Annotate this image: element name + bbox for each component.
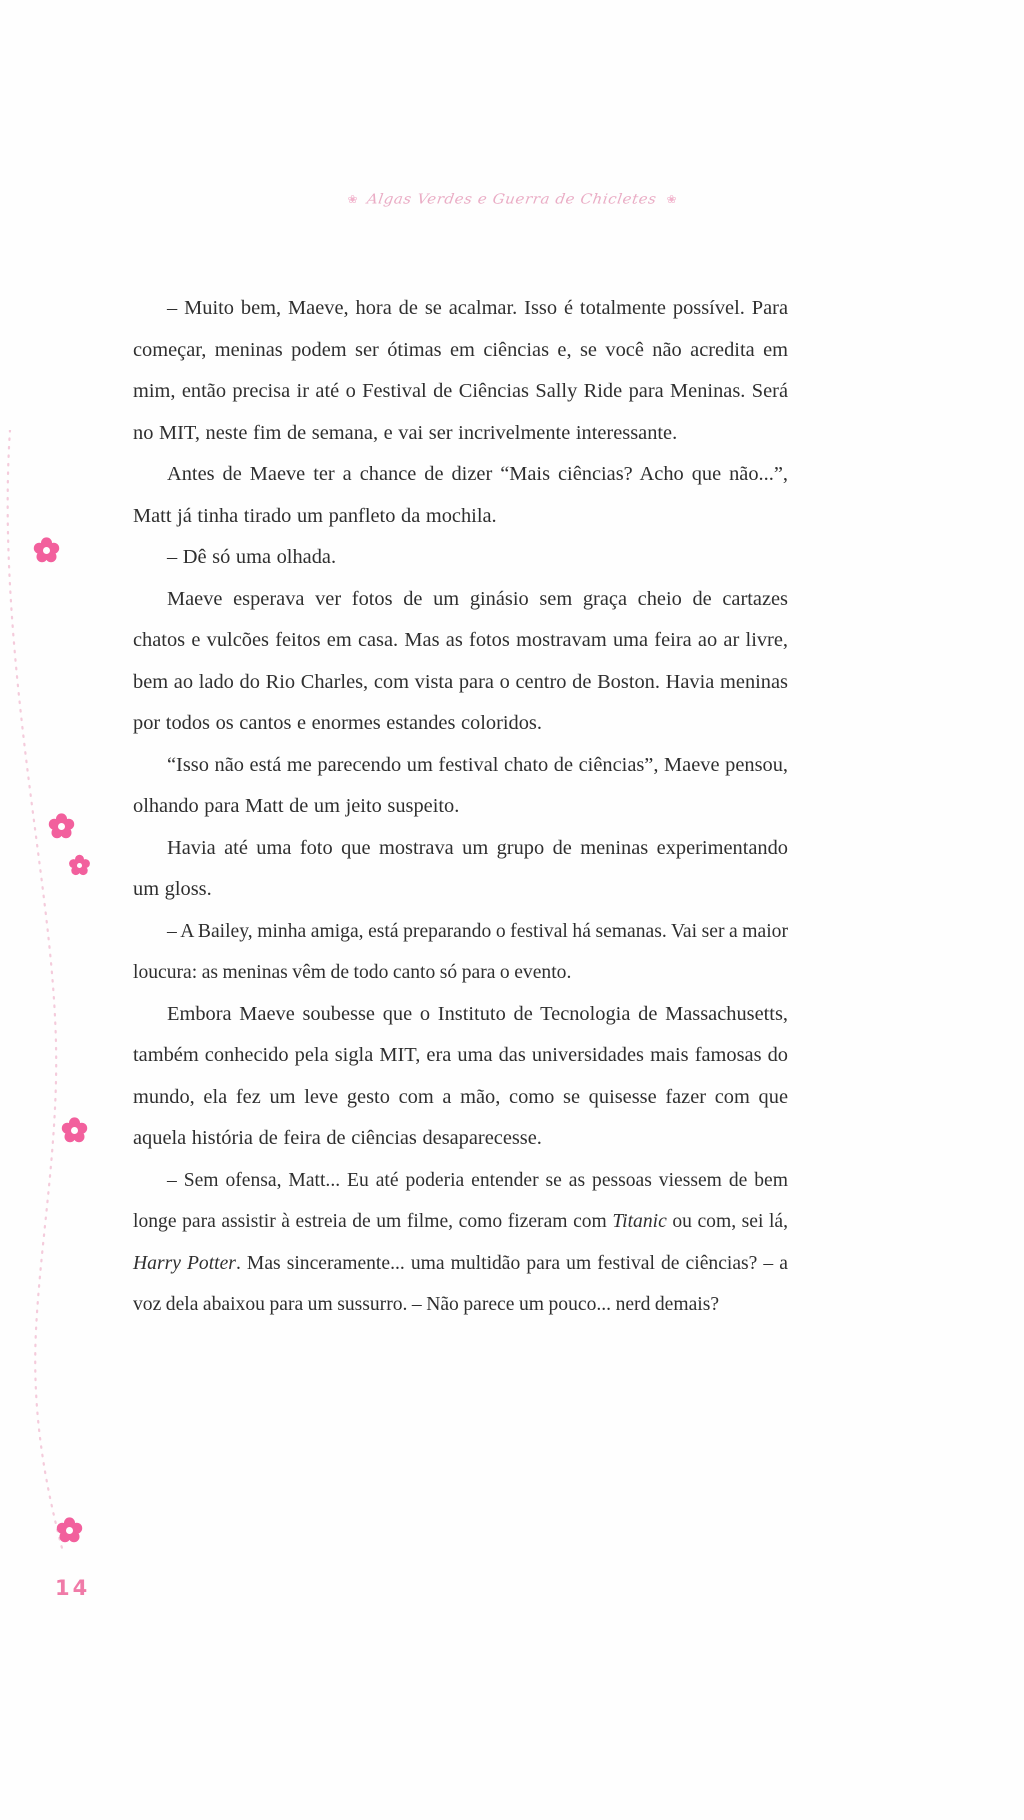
paragraph-7: – A Bailey, minha amiga, está preparando o festival há semanas. Vai ser a maior loucura: as meninas vêm de todo canto só para o evento. [133, 920, 788, 983]
paragraph-6: Havia até uma foto que mostrava um grupo de meninas experimentando um gloss. [133, 836, 788, 900]
running-head-title: Algas Verdes e Guerra de Chicletes [366, 190, 658, 208]
body-text-block [133, 288, 788, 1326]
margin-vine-decoration [0, 430, 120, 1550]
paragraph-2: Antes de Maeve ter a chance de dizer “Mais ciências? Acho que não...”, Matt já tinha tirado um panfleto da mochila. [133, 463, 788, 527]
flower-ornament-icon-right: ❀ [666, 193, 677, 206]
flower-ornament-1 [33, 537, 59, 563]
paragraph-9-part-1: – Sem ofensa, Matt... Eu até poderia entender se as pessoas viessem de bem longe para assistir à estreia de um filme, como fizeram com [133, 1169, 788, 1232]
paragraph-8: Embora Maeve soubesse que o Instituto de Tecnologia de Massachusetts, também conhecido pela sigla MIT, era uma das universidades mais famosas do mundo, ela fez um leve gesto com a mão, como se quisesse fazer com que aquela história de feira de ciências desaparecesse. [133, 1002, 788, 1149]
paragraph-4: Maeve esperava ver fotos de um ginásio sem graça cheio de cartazes chatos e vulcões feitos em casa. Mas as fotos mostravam uma feira ao ar livre, bem ao lado do Rio Charles, com vista para o centro de Boston. Havia meninas por todos os cantos e enormes estandes coloridos. [133, 587, 788, 734]
paragraph-9-part-3: . Mas sinceramente... uma multidão para um festival de ciências? – a voz dela abaixou para um sussurro. – Não parece um pouco... nerd demais? [133, 1252, 788, 1315]
book-title-harry-potter: Harry Potter [133, 1252, 236, 1274]
paragraph-5: “Isso não está me parecendo um festival chato de ciências”, Maeve pensou, olhando para Matt de um jeito suspeito. [133, 753, 788, 817]
paragraph-9-part-2: ou com, sei lá, [666, 1211, 788, 1232]
page-number: 14 [55, 1576, 91, 1600]
flower-ornament-5 [56, 1517, 82, 1543]
running-head [0, 190, 1024, 208]
paragraph-1: – Muito bem, Maeve, hora de se acalmar. Isso é totalmente possível. Para começar, meninas podem ser ótimas em ciências e, se você não acredita em mim, então precisa ir até o Festival de Ciências Sally Ride para Meninas. Será no MIT, neste fim de semana, e vai ser incrivelmente interessante. [133, 297, 788, 444]
flower-ornament-icon-left: ❀ [347, 193, 358, 206]
paragraph-9 [133, 1160, 788, 1326]
flower-ornament-3 [69, 855, 90, 876]
book-title-titanic: Titanic [612, 1211, 667, 1232]
flower-ornament-2 [48, 813, 74, 839]
paragraph-3: – Dê só uma olhada. [167, 546, 337, 568]
flower-ornament-4 [61, 1117, 87, 1143]
